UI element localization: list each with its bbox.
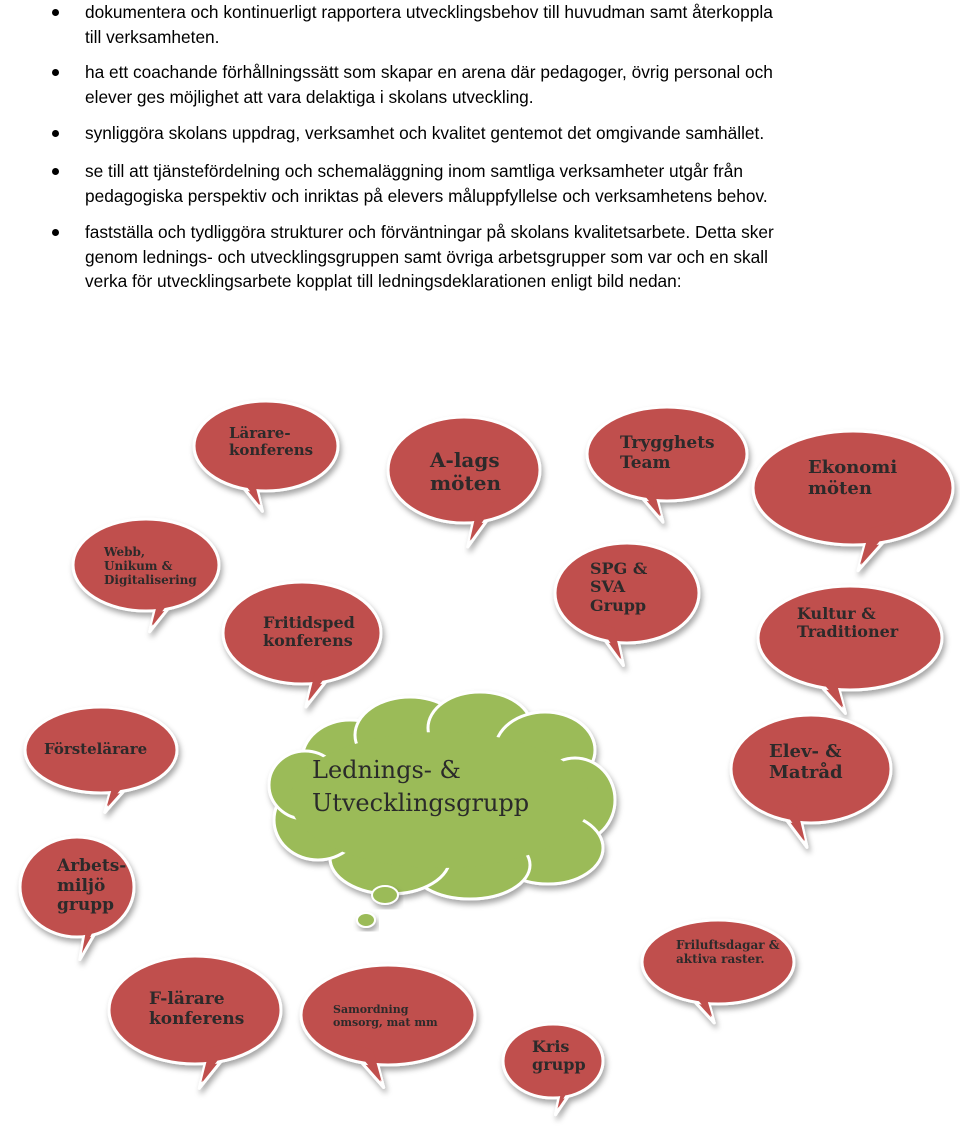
group-label	[590, 560, 647, 615]
bullet-line: synliggöra skolans uppdrag, verksamhet och kvalitet gentemot det omgivande samhället.	[85, 123, 765, 143]
group-label-line: SPG &	[590, 559, 648, 578]
speech-bubble	[753, 431, 953, 571]
group-label-line: Lärare-	[229, 424, 291, 442]
group-label-line: F-lärare	[149, 989, 225, 1009]
bullet-line: till verksamheten.	[85, 26, 220, 47]
group-label	[57, 857, 126, 916]
group-label	[104, 546, 197, 587]
group-label-line: Team	[620, 452, 671, 473]
working-groups-diagram	[0, 380, 960, 1129]
bullet-dot-icon	[52, 9, 59, 16]
group-label-line: Elev- &	[769, 741, 842, 762]
group-label	[44, 741, 147, 758]
group-label-line: Förstelärare	[44, 740, 148, 758]
center-label-line: Lednings- &	[312, 756, 461, 784]
group-label	[797, 605, 898, 642]
group-label	[620, 434, 715, 473]
bullet-line: dokumentera och kontinuerligt rapportera utvecklingsbehov till huvudman samt återkoppla	[85, 2, 773, 22]
group-label-line: Grupp	[590, 595, 647, 615]
bullet-line: elever ges möjlighet att vara delaktiga i skolans utveckling.	[85, 86, 534, 107]
group-label-line: grupp	[532, 1055, 586, 1075]
group-label-line: Samordning	[333, 1003, 409, 1016]
group-label	[430, 449, 501, 495]
group-label	[769, 742, 843, 783]
bullet-line: pedagogiska perspektiv och inriktas på elevers måluppfyllelse och verksamhetens behov.	[85, 185, 768, 206]
group-label-line: miljö	[57, 875, 106, 896]
bullet-text	[85, 0, 957, 49]
bullet-line: ha ett coachande förhållningssätt som skapar en arena där pedagoger, övrig personal och	[85, 62, 773, 82]
bullet-dot-icon	[52, 130, 59, 137]
bullet-text	[85, 159, 957, 208]
group-label-line: SVA	[590, 577, 626, 597]
group-label	[149, 990, 244, 1029]
group-label-line: Friluftsdagar &	[676, 938, 780, 952]
bullet-line: verka för utvecklingsarbete kopplat till ledningsdeklarationen enligt bild nedan:	[85, 271, 682, 291]
group-label-line: grupp	[57, 895, 114, 916]
bullet-dot-icon	[52, 69, 59, 76]
group-label-line: Arbets-	[57, 856, 127, 876]
group-label-line: Matråd	[769, 761, 843, 783]
group-label-line: möten	[808, 477, 872, 499]
speech-bubble	[642, 920, 794, 1023]
group-label	[532, 1038, 586, 1075]
bullet-text	[85, 60, 957, 109]
group-label	[263, 614, 355, 651]
group-label	[229, 425, 313, 460]
center-label	[312, 754, 529, 820]
cloud-thought-dot	[357, 913, 375, 927]
center-label-line: Utvecklingsgrupp	[312, 789, 530, 817]
bullet-dot-icon	[52, 168, 59, 175]
group-label-line: A-lags	[430, 448, 500, 472]
bullet-line: se till att tjänstefördelning och schemaläggning inom samtliga verksamheter utgår från	[85, 161, 743, 181]
group-label-line: konferens	[229, 441, 314, 460]
group-label	[676, 939, 780, 967]
cloud-thought-dot	[372, 886, 398, 904]
bullet-text	[85, 121, 957, 146]
group-label-line: Unikum &	[104, 558, 173, 573]
group-label-line: Trygghets	[620, 433, 715, 453]
group-label-line: Kris	[532, 1037, 570, 1056]
group-label	[333, 1004, 438, 1029]
bullet-line: genom lednings- och utvecklingsgruppen samt övriga arbetsgrupper som var och en skall	[85, 246, 768, 267]
group-label-line: Kultur &	[797, 604, 876, 623]
bullet-dot-icon	[52, 229, 59, 236]
group-label-line: Fritidsped	[263, 613, 355, 632]
group-label-line: konferens	[263, 631, 353, 651]
bullet-line: fastställa och tydliggöra strukturer och förväntningar på skolans kvalitetsarbete. Detta sker	[85, 222, 774, 242]
group-label-line: omsorg, mat mm	[333, 1015, 438, 1029]
group-label-line: Webb,	[104, 545, 146, 559]
group-label-line: aktiva raster.	[676, 951, 765, 966]
group-label-line: Digitalisering	[104, 572, 197, 587]
group-label	[808, 458, 897, 499]
speech-bubble	[25, 707, 177, 812]
group-label-line: Traditioner	[797, 622, 899, 642]
group-label-line: möten	[430, 471, 502, 495]
group-label-line: Ekonomi	[808, 457, 898, 478]
group-label-line: konferens	[149, 1008, 245, 1029]
bullet-text	[85, 220, 957, 294]
